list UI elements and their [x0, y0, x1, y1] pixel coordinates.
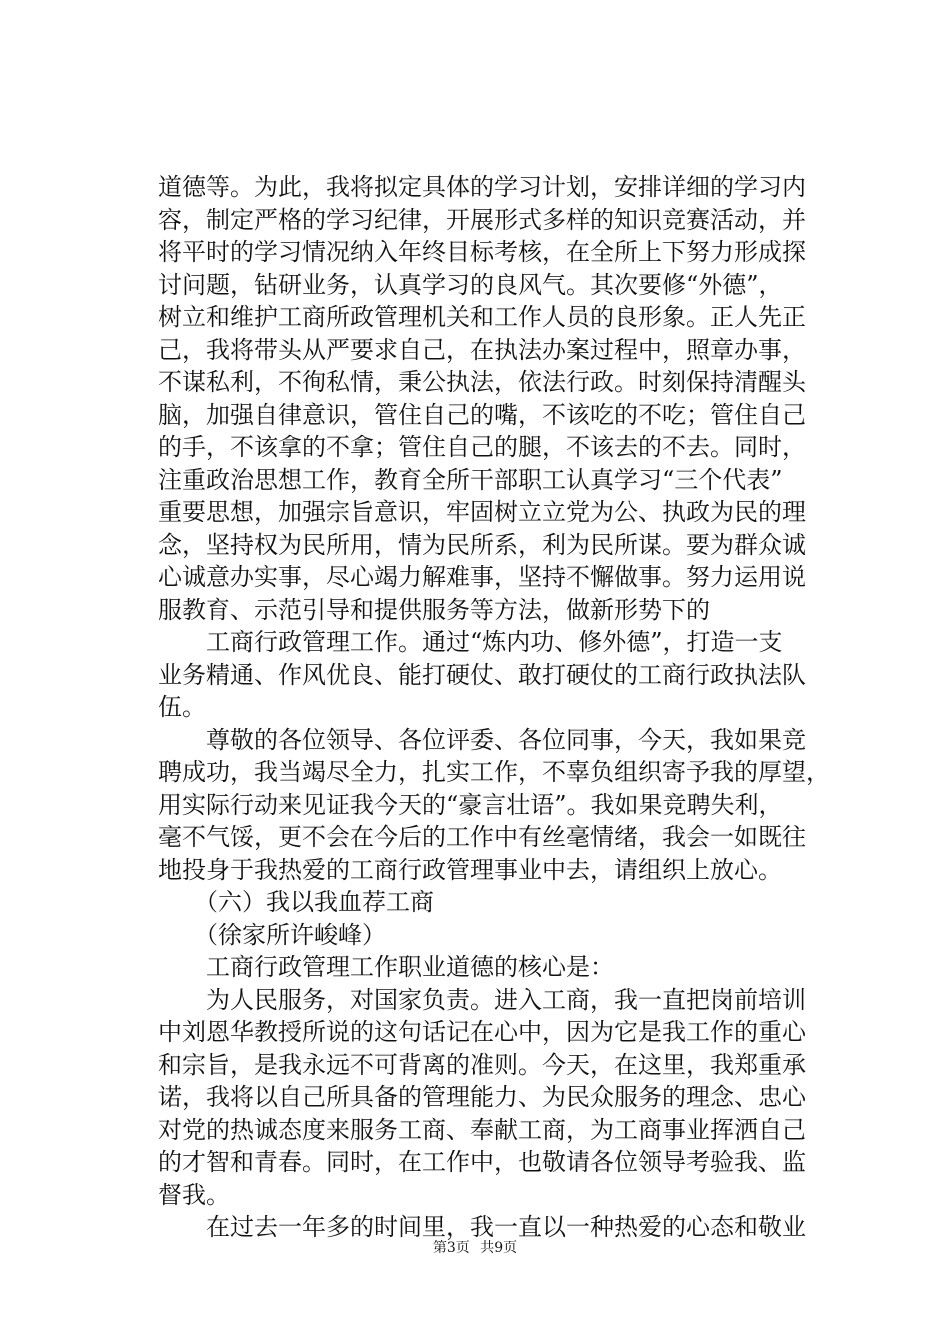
text-line: 对党的热诚态度来服务工商、奉献工商，为工商事业挥洒自己 — [158, 1115, 806, 1144]
text-line: 注重政治思想工作，教育全所干部职工认真学习“三个代表” — [158, 465, 783, 494]
text-line: （徐家所许峻峰） — [158, 920, 386, 949]
text-line: 讨问题，钻研业务，认真学习的良风气。其次要修“外德”， — [158, 270, 783, 299]
text-line: 念，坚持权为民所用，情为民所系，利为民所谋。要为群众诚 — [158, 530, 806, 559]
text-line: 工商行政管理工作。通过“炼内功、修外德”，打造一支 — [158, 628, 783, 656]
text-line: 中刘恩华教授所说的这句话记在心中，因为它是我工作的重心 — [158, 1018, 806, 1046]
text-line: 在过去一年多的时间里，我一直以一种热爱的心态和敬业 — [158, 1213, 806, 1241]
page-footer — [0, 1239, 950, 1257]
text-line: 心诚意办实事，尽心竭力解难事，坚持不懈做事。努力运用说 — [158, 563, 806, 591]
text-line: 服教育、示范引导和提供服务等方法，做新形势下的 — [158, 595, 710, 624]
text-line: 诺，我将以自己所具备的管理能力、为民众服务的理念、忠心 — [158, 1083, 806, 1111]
text-line: 道德等。为此，我将拟定具体的学习计划，安排详细的学习内 — [158, 173, 806, 201]
text-line: 脑，加强自律意识，管住自己的嘴，不该吃的不吃；管住自己 — [158, 400, 806, 429]
text-line: 树立和维护工商所政管理机关和工作人员的良形象。正人先正 — [158, 303, 806, 331]
text-line: 将平时的学习情况纳入年终目标考核，在全所上下努力形成探 — [158, 238, 806, 266]
text-line: 己，我将带头从严要求自己，在执法办案过程中，照章办事， — [158, 335, 806, 364]
text-line: 业务精通、作风优良、能打硬仗、敢打硬仗的工商行政执法队 — [158, 660, 806, 689]
page-total: 共9页 — [480, 1240, 518, 1256]
text-line: 的手，不该拿的不拿；管住自己的腿，不该去的不去。同时， — [158, 433, 806, 461]
text-line: 伍。 — [158, 693, 206, 721]
text-line: 不谋私利，不徇私情，秉公执法，依法行政。时刻保持清醒头 — [158, 368, 806, 396]
text-line: 重要思想，加强宗旨意识，牢固树立立党为公、执政为民的理 — [158, 498, 806, 526]
document-body — [158, 171, 838, 1244]
text-line: 为人民服务，对国家负责。进入工商，我一直把岗前培训 — [158, 985, 806, 1014]
text-line: 毫不气馁，更不会在今后的工作中有丝毫情绪，我会一如既往 — [158, 823, 806, 851]
text-line: 尊敬的各位领导、各位评委、各位同事，今天，我如果竞 — [158, 725, 806, 754]
text-line: 的才智和青春。同时，在工作中，也敬请各位领导考验我、监 — [158, 1148, 806, 1176]
text-line: 聘成功，我当竭尽全力，扎实工作，不辜负组织寄予我的厚望， — [158, 758, 830, 786]
text-line: 督我。 — [158, 1180, 230, 1209]
text-line: 和宗旨，是我永远不可背离的准则。今天，在这里，我郑重承 — [158, 1050, 806, 1079]
text-line: （六）我以我血荐工商 — [158, 888, 434, 916]
page-number: 第3页 — [432, 1240, 470, 1256]
text-line: 容，制定严格的学习纪律，开展形式多样的知识竞赛活动，并 — [158, 205, 806, 234]
text-line: 工商行政管理工作职业道德的核心是： — [158, 953, 614, 981]
text-line: 用实际行动来见证我今天的“豪言壮语”。我如果竞聘失利， — [158, 790, 783, 819]
text-line: 地投身于我热爱的工商行政管理事业中去，请组织上放心。 — [158, 855, 782, 884]
